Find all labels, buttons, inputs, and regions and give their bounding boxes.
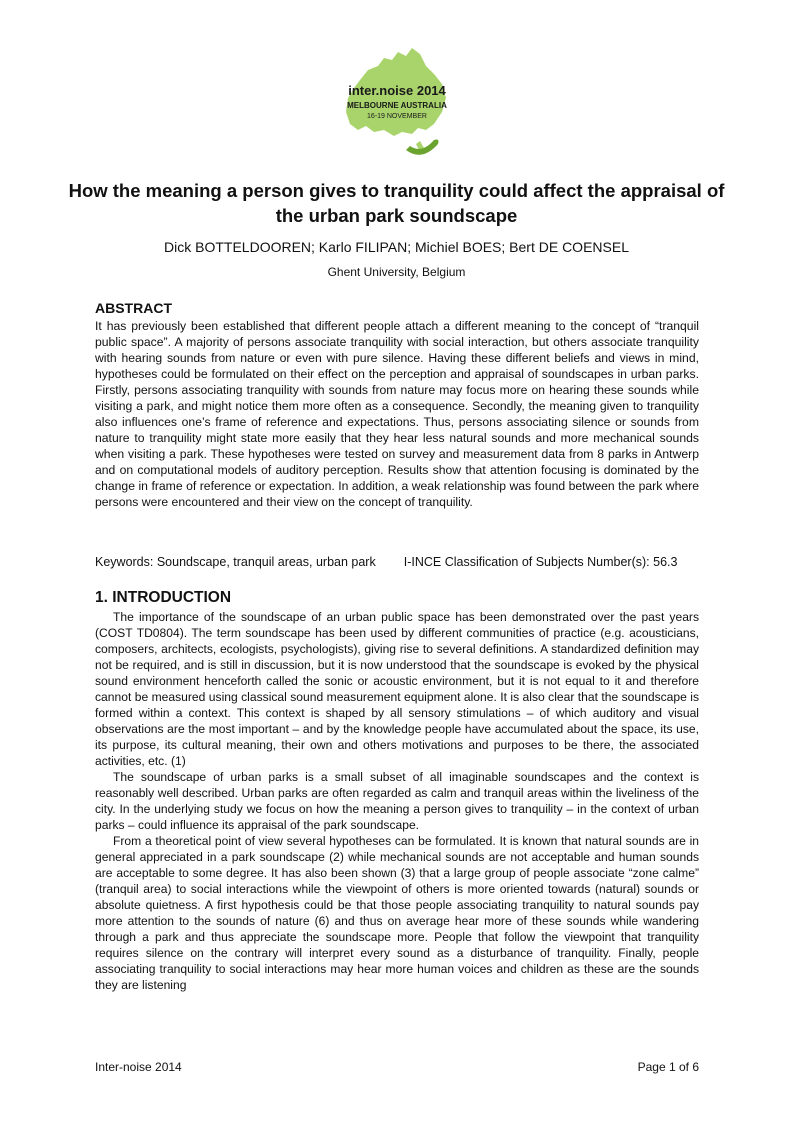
paper-authors: Dick BOTTELDOOREN; Karlo FILIPAN; Michiel BOES; Bert DE COENSEL	[164, 239, 629, 255]
intro-paragraph: The importance of the soundscape of an urban public space has been demonstrated over the past years (COST TD0804). The term soundscape has been used by different communities of practice (e.g. acousticians, composers, architects, ecologists, psychologists), giving rise to several definitions. A standardized definition may not be required, and is still in discussion, but it is now understood that the soundscape is evoked by the physical sound environment henceforth called the sonic or acoustic environment, but it is not equal to it and therefore cannot be measured using classical sound measurement equipment alone. It is also clear that the soundscape is formed within a context. This context is shaped by all sensory stimulations – of which auditory and visual observations are the most important – and by the knowledge people have accumulated about the space, its use, its purpose, its cultural meaning, their own and others motivations and purposes to be there, the associated activities, etc. (1)	[95, 610, 699, 768]
logo-title: inter.noise 2014	[348, 83, 446, 98]
logo-dates: 16-19 NOVEMBER	[367, 113, 427, 120]
intro-paragraph: The soundscape of urban parks is a small subset of all imaginable soundscapes and the context is reasonably well described. Urban parks are often regarded as calm and tranquil areas within the liveliness of the city. In the underlying study we focus on how the meaning a person gives to tranquility – in the context of urban parks – could influence its appraisal of the park soundscape.	[95, 770, 699, 832]
paper-affiliation: Ghent University, Belgium	[327, 265, 466, 279]
australia-map-icon	[322, 40, 472, 170]
conference-logo	[322, 40, 472, 170]
paper-title: How the meaning a person gives to tranquility could affect the appraisal of the urban park soundscape	[68, 180, 725, 226]
abstract-text: It has previously been established that different people attach a different meaning to the concept of “tranquil public space”. A majority of persons associate tranquility with social interaction, but others associate tranquility with hearing sounds from nature or even with pure silence. Having these different beliefs and views in mind, hypotheses could be formulated on their effect on the perception and appraisal of soundscapes in urban parks. Firstly, persons associating tranquility with sounds from nature may focus more on hearing these sounds while visiting a park, and might notice them more often as a consequence. Secondly, the meaning given to tranquility also influences one’s frame of reference and expectations. Thus, persons associating silence or sounds from nature to tranquility might state more easily that they hear less natural sounds and more mechanical sounds when visiting a park. These hypotheses were tested on survey and measurement data from 8 parks in Antwerp and on computational models of auditory perception. Results show that attention focusing is dominated by the change in frame of reference or expectation. In addition, a weak relationship was found between the park where persons were encountered and their view on the concept of tranquility.	[95, 319, 699, 509]
introduction-body	[95, 609, 699, 993]
logo-location: MELBOURNE AUSTRALIA	[347, 101, 447, 110]
abstract-heading: ABSTRACT	[95, 300, 172, 316]
classification-text: I-INCE Classification of Subjects Number(s): 56.3	[403, 555, 678, 569]
footer-conference: Inter-noise 2014	[95, 1060, 182, 1074]
introduction-heading: 1. INTRODUCTION	[95, 589, 232, 606]
keywords-text: Keywords: Soundscape, tranquil areas, urban park	[95, 555, 376, 569]
intro-paragraph: From a theoretical point of view several hypotheses can be formulated. It is known that natural sounds are in general appreciated in a park soundscape (2) while mechanical sounds are not acceptable and human sounds are acceptable to some degree. It has also been shown (3) that a large group of people associate “zone calme” (tranquil area) to social interactions while the viewpoint of others is more oriented towards (natural) sounds or absolute quietness. A first hypothesis could be that those people associating tranquility to natural sounds pay more attention to the sounds of nature (6) and thus on average hear more of these sounds while wandering through a park and thus appreciate the soundscape more. People that follow the viewpoint that tranquility requires silence on the contrary will interpret every sound as a disturbance of tranquility. Finally, people associating tranquility to social interactions may hear more human voices and children as these are the sounds they are listening	[95, 834, 699, 992]
footer-page-number: Page 1 of 6	[637, 1060, 699, 1074]
keywords-line	[95, 554, 699, 570]
